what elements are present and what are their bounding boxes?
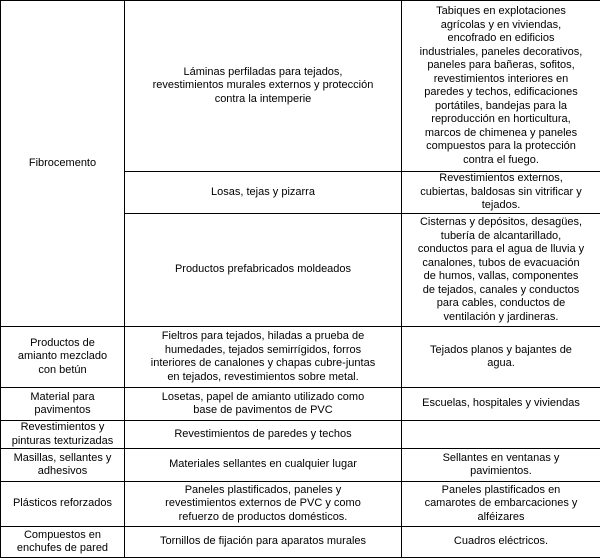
products-cell (125, 214, 402, 327)
uses-text: Sellantes en ventanas y pavimientos. (404, 452, 598, 479)
products-text: Materiales sellantes en cualquier lugar (127, 458, 399, 472)
products-cell (125, 527, 402, 558)
uses-text: Tejados planos y bajantes de agua. (404, 344, 598, 371)
material-label: Revestimientos y pinturas texturizadas (3, 421, 122, 448)
table-row (1, 482, 600, 527)
table-row (1, 527, 600, 558)
material-label: Fibrocemento (3, 157, 122, 171)
uses-text: Tabiques en explotaciones agrícolas y en viviendas, encofrado en edificios industriales, paneles decorativos, paneles para bañeras, sofitos, revestimientos interiores en paredes y techos, edificaciones portátiles, bandejas para la reproducción en horticultura, marcos de chimenea y paneles compuestos para la protección contra el fuego. (404, 5, 598, 167)
material-cell (1, 421, 125, 449)
table-row (1, 449, 600, 482)
uses-cell (402, 327, 600, 388)
uses-text: Cuadros eléctricos. (404, 535, 598, 549)
uses-cell (402, 482, 600, 527)
products-text: Losetas, papel de amianto utilizado como base de pavimentos de PVC (127, 391, 399, 418)
products-text: Revestimientos de paredes y techos (127, 428, 399, 442)
material-cell (1, 449, 125, 482)
material-cell (1, 327, 125, 388)
uses-cell (402, 388, 600, 421)
products-cell (125, 388, 402, 421)
uses-cell (402, 172, 600, 214)
material-cell (1, 527, 125, 558)
material-cell (1, 1, 125, 327)
material-label: Compuestos en enchufes de pared (3, 529, 122, 556)
uses-cell (402, 214, 600, 327)
products-text: Losas, tejas y pizarra (127, 186, 399, 200)
products-text: Paneles plastificados, paneles y revestimientos externos de PVC y como refuerzo de productos domésticos. (127, 484, 399, 525)
products-text: Fieltros para tejados, hiladas a prueba de humedades, tejados semirrígidos, forros interiores de canalones y chapas cubre-juntas en tejados, revestimientos sobre metal. (127, 330, 399, 384)
material-cell (1, 482, 125, 527)
material-label: Productos de amianto mezclado con betún (3, 337, 122, 378)
material-label: Material para pavimentos (3, 391, 122, 418)
table-row (1, 388, 600, 421)
uses-cell (402, 449, 600, 482)
products-cell (125, 1, 402, 172)
uses-text: Escuelas, hospitales y viviendas (404, 397, 598, 411)
material-cell (1, 388, 125, 421)
products-cell (125, 327, 402, 388)
products-text: Láminas perfiladas para tejados, revestimientos murales externos y protección contra la intemperie (127, 66, 399, 107)
products-text: Productos prefabricados moldeados (127, 263, 399, 277)
products-text: Tornillos de fijación para aparatos murales (127, 535, 399, 549)
products-cell (125, 421, 402, 449)
uses-text: Cisternas y depósitos, desagües, tubería de alcantarillado, conductos para el agua de lluvia y canalones, tubos de evacuación de humos, vallas, componentes de tejados, canales y conductos para cables, conductos de ventilación y jardineras. (404, 216, 598, 324)
table-row (1, 327, 600, 388)
products-cell (125, 482, 402, 527)
products-cell (125, 172, 402, 214)
uses-cell (402, 1, 600, 172)
material-label: Plásticos reforzados (3, 497, 122, 511)
uses-text: Revestimientos externos, cubiertas, baldosas sin vitrificar y tejados. (404, 172, 598, 213)
uses-text: Paneles plastificados en camarotes de embarcaciones y alféizares (404, 484, 598, 525)
material-label: Masillas, sellantes y adhesivos (3, 452, 122, 479)
uses-cell (402, 527, 600, 558)
table-row (1, 1, 600, 172)
table-row (1, 421, 600, 449)
uses-cell (402, 421, 600, 449)
products-cell (125, 449, 402, 482)
